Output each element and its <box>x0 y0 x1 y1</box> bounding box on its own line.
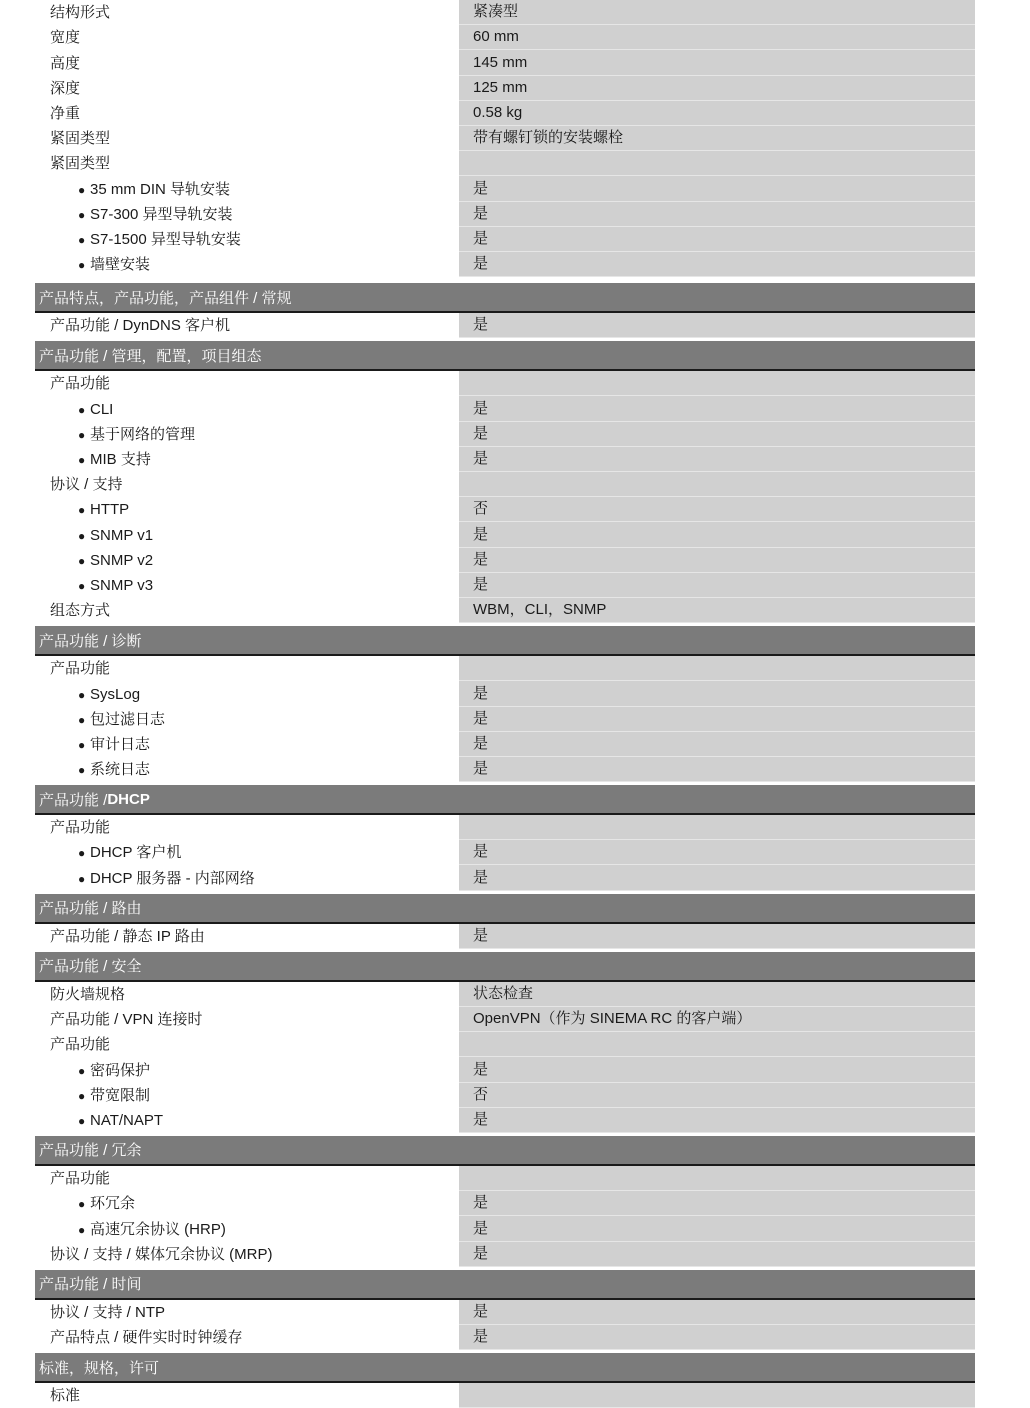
spec-label-text: 密码保护 <box>90 1061 151 1079</box>
spec-label-text: SNMP v1 <box>90 526 154 544</box>
section-title: 产品功能 / 冗余 <box>39 1142 142 1160</box>
spec-row <box>35 598 975 623</box>
bullet-icon: ● <box>78 737 86 752</box>
spec-label-text: 包过滤日志 <box>90 710 166 728</box>
spec-label-text: 产品功能 <box>50 375 111 393</box>
spec-label <box>35 1086 459 1108</box>
spec-label <box>35 230 459 252</box>
spec-label <box>35 1010 459 1032</box>
bullet-icon: ● <box>78 258 86 273</box>
spec-value: 紧凑型 <box>459 0 975 25</box>
spec-label <box>35 927 459 949</box>
section-header <box>35 949 975 982</box>
bullet-icon: ● <box>78 1113 86 1128</box>
spec-row <box>35 202 975 227</box>
spec-row <box>35 396 975 421</box>
section-title-bold: DHCP <box>107 790 150 808</box>
bullet-icon: ● <box>78 1063 86 1078</box>
spec-row <box>35 371 975 396</box>
spec-label <box>35 735 459 757</box>
spec-value: 是 <box>459 1057 975 1082</box>
spec-row <box>35 1057 975 1082</box>
spec-value: 是 <box>459 252 975 277</box>
bullet-icon: ● <box>78 1222 86 1237</box>
spec-label-text: MIB 支持 <box>90 451 151 468</box>
spec-label <box>35 54 459 76</box>
spec-label <box>35 180 459 202</box>
spec-label-text: 紧固类型 <box>50 155 111 173</box>
spec-row <box>35 1325 975 1350</box>
spec-label <box>35 869 459 891</box>
spec-label <box>35 1194 459 1216</box>
spec-row <box>35 0 975 25</box>
spec-row <box>35 422 975 447</box>
spec-row <box>35 1242 975 1267</box>
spec-value: 是 <box>459 1325 975 1350</box>
spec-row <box>35 227 975 252</box>
spec-row <box>35 1216 975 1241</box>
spec-label-text: 紧固类型 <box>50 130 111 148</box>
spec-row <box>35 76 975 101</box>
spec-label-text: 高速冗余协议 (HRP) <box>90 1220 226 1238</box>
spec-row <box>35 1166 975 1191</box>
spec-value <box>459 815 975 840</box>
spec-label-text: 产品功能 <box>50 819 111 837</box>
section-title: 产品功能 / 路由 <box>39 900 142 918</box>
spec-label <box>35 205 459 227</box>
bullet-icon: ● <box>78 453 86 467</box>
spec-label-text: NAT/NAPT <box>90 1111 164 1129</box>
spec-label-text: SNMP v2 <box>90 551 154 569</box>
spec-row <box>35 1300 975 1325</box>
spec-row <box>35 447 975 472</box>
spec-label-text: SNMP v3 <box>90 576 154 594</box>
spec-row <box>35 1032 975 1057</box>
spec-label <box>35 685 459 707</box>
spec-row <box>35 1007 975 1032</box>
section-title: 产品功能 / <box>39 791 108 809</box>
spec-value: 是 <box>459 865 975 890</box>
spec-row <box>35 176 975 201</box>
section-header <box>35 891 975 924</box>
bullet-icon: ● <box>78 207 86 222</box>
spec-label-text: 带宽限制 <box>90 1086 151 1104</box>
section-header <box>35 1350 975 1383</box>
spec-label-text: 标准 <box>50 1387 81 1405</box>
section-title: 产品功能 / 安全 <box>39 958 142 976</box>
spec-label <box>35 316 459 338</box>
spec-row <box>35 1108 975 1133</box>
bullet-icon: ● <box>78 871 86 886</box>
spec-value: 60 mm <box>459 25 975 50</box>
spec-label-text: 环冗余 <box>90 1195 136 1213</box>
spec-label <box>35 843 459 865</box>
spec-label-text: 产品功能 <box>50 1170 111 1188</box>
spec-value: 是 <box>459 522 975 547</box>
spec-label <box>35 425 459 447</box>
spec-value: 是 <box>459 1300 975 1325</box>
spec-value <box>459 371 975 396</box>
spec-value: 是 <box>459 840 975 865</box>
spec-row <box>35 522 975 547</box>
spec-label <box>35 104 459 126</box>
section-title: 产品功能 / 管理，配置，项目组态 <box>39 347 262 365</box>
spec-label-text: CLI <box>90 400 114 418</box>
spec-value: OpenVPN（作为 SINEMA RC 的客户端） <box>459 1007 975 1032</box>
spec-label-text: 协议 / 支持 / NTP <box>50 1303 166 1321</box>
spec-label <box>35 601 459 623</box>
spec-row <box>35 656 975 681</box>
section-title: 产品特点，产品功能，产品组件 / 常规 <box>39 289 292 307</box>
spec-value: 是 <box>459 422 975 447</box>
bullet-icon: ● <box>78 232 86 247</box>
spec-row <box>35 1083 975 1108</box>
spec-label <box>35 551 459 573</box>
spec-value: 是 <box>459 548 975 573</box>
section-title: 产品功能 / 诊断 <box>39 632 142 650</box>
spec-label-text: 35 mm DIN 导轨安装 <box>90 180 231 198</box>
spec-row <box>35 126 975 151</box>
spec-value: 是 <box>459 1242 975 1267</box>
bullet-icon: ● <box>78 687 86 702</box>
spec-row <box>35 50 975 75</box>
spec-label-text: 协议 / 支持 <box>50 476 123 494</box>
bullet-icon: ● <box>78 553 86 568</box>
spec-label <box>35 1245 459 1267</box>
spec-row <box>35 101 975 126</box>
bullet-icon: ● <box>78 528 86 543</box>
spec-label <box>35 818 459 840</box>
spec-label <box>35 255 459 277</box>
spec-label-text: 产品功能 / VPN 连接时 <box>50 1011 203 1029</box>
spec-label-text: 产品特点 / 硬件实时时钟缓存 <box>50 1329 243 1347</box>
spec-label <box>35 500 459 522</box>
spec-label <box>35 576 459 598</box>
spec-label <box>35 1169 459 1191</box>
spec-label-text: S7-300 异型导轨安装 <box>90 205 233 223</box>
spec-label-text: 产品功能 / 静态 IP 路由 <box>50 927 205 945</box>
spec-value: 是 <box>459 396 975 421</box>
spec-label <box>35 374 459 396</box>
spec-row <box>35 924 975 949</box>
spec-row <box>35 681 975 706</box>
spec-label-text: 组态方式 <box>50 602 111 620</box>
spec-value: 状态检查 <box>459 982 975 1007</box>
spec-value: WBM，CLI，SNMP <box>459 598 975 623</box>
spec-value: 是 <box>459 1216 975 1241</box>
spec-value: 是 <box>459 707 975 732</box>
bullet-icon: ● <box>78 503 86 518</box>
spec-label-text: 产品功能 <box>50 660 111 678</box>
spec-label-text: 墙壁安装 <box>90 256 151 274</box>
spec-value: 带有螺钉锁的安装螺栓 <box>459 126 975 151</box>
spec-value: 否 <box>459 1083 975 1108</box>
spec-value: 是 <box>459 573 975 598</box>
bullet-icon: ● <box>78 1088 86 1103</box>
spec-value <box>459 1032 975 1057</box>
spec-label <box>35 1111 459 1133</box>
spec-row <box>35 151 975 176</box>
spec-value: 是 <box>459 447 975 472</box>
spec-label <box>35 400 459 422</box>
spec-row <box>35 815 975 840</box>
spec-label-text: 深度 <box>50 79 81 97</box>
spec-value: 是 <box>459 1108 975 1133</box>
spec-value: 125 mm <box>459 76 975 101</box>
spec-value: 0.58 kg <box>459 101 975 126</box>
spec-value: 是 <box>459 313 975 338</box>
spec-label-text: 系统日志 <box>90 761 151 779</box>
spec-label-text: 协议 / 支持 / 媒体冗余协议 (MRP) <box>50 1245 273 1263</box>
spec-value: 是 <box>459 227 975 252</box>
spec-label <box>35 28 459 50</box>
spec-label <box>35 1061 459 1083</box>
spec-value <box>459 1383 975 1408</box>
section-header <box>35 623 975 656</box>
spec-label-text: DHCP 服务器 - 内部网络 <box>90 869 255 887</box>
spec-label <box>35 710 459 732</box>
spec-label <box>35 3 459 25</box>
spec-value: 是 <box>459 732 975 757</box>
spec-label <box>35 985 459 1007</box>
spec-row <box>35 1383 975 1408</box>
spec-row <box>35 840 975 865</box>
spec-row <box>35 25 975 50</box>
spec-value: 是 <box>459 681 975 706</box>
spec-row <box>35 313 975 338</box>
spec-label <box>35 154 459 176</box>
spec-label-text: 高度 <box>50 54 81 72</box>
spec-label-text: 产品功能 / DynDNS 客户机 <box>50 317 231 335</box>
spec-row <box>35 1191 975 1216</box>
spec-row <box>35 252 975 277</box>
spec-label-text: 基于网络的管理 <box>90 425 196 443</box>
spec-value: 是 <box>459 924 975 949</box>
spec-row <box>35 757 975 782</box>
spec-label-text: 产品功能 <box>50 1036 111 1054</box>
spec-value: 是 <box>459 202 975 227</box>
spec-label <box>35 1220 459 1242</box>
spec-row <box>35 548 975 573</box>
section-header <box>35 782 975 815</box>
section-header <box>35 1267 975 1300</box>
spec-row <box>35 982 975 1007</box>
spec-label-text: 宽度 <box>50 29 81 47</box>
spec-label-text: DHCP 客户机 <box>90 844 182 862</box>
spec-value: 否 <box>459 497 975 522</box>
spec-value: 145 mm <box>459 50 975 75</box>
spec-label <box>35 79 459 101</box>
spec-label <box>35 1328 459 1350</box>
spec-value <box>459 1166 975 1191</box>
spec-label <box>35 1035 459 1057</box>
bullet-icon: ● <box>78 578 86 593</box>
spec-label <box>35 659 459 681</box>
section-title: 标准，规格，许可 <box>39 1359 160 1377</box>
section-header <box>35 338 975 371</box>
section-title: 产品功能 / 时间 <box>39 1276 142 1294</box>
spec-label <box>35 1303 459 1325</box>
spec-label-text: 防火墙规格 <box>50 986 126 1003</box>
spec-table <box>35 0 975 1408</box>
spec-row <box>35 865 975 890</box>
spec-row <box>35 472 975 497</box>
spec-label <box>35 526 459 548</box>
bullet-icon: ● <box>78 846 86 861</box>
spec-value: 是 <box>459 176 975 201</box>
bullet-icon: ● <box>78 763 86 778</box>
spec-row <box>35 573 975 598</box>
spec-label-text: SysLog <box>90 685 141 703</box>
bullet-icon: ● <box>78 402 86 417</box>
spec-value <box>459 472 975 497</box>
section-header <box>35 1133 975 1166</box>
bullet-icon: ● <box>78 712 86 727</box>
spec-label-text: 结构形式 <box>50 4 111 22</box>
spec-row <box>35 732 975 757</box>
bullet-icon: ● <box>78 427 86 442</box>
spec-label-text: HTTP <box>90 501 130 519</box>
spec-row <box>35 707 975 732</box>
spec-label <box>35 129 459 151</box>
section-header <box>35 280 975 313</box>
bullet-icon: ● <box>78 182 86 197</box>
spec-label-text: S7-1500 异型导轨安装 <box>90 230 241 248</box>
spec-row <box>35 497 975 522</box>
spec-value <box>459 151 975 176</box>
spec-label <box>35 475 459 497</box>
spec-label <box>35 450 459 472</box>
spec-value: 是 <box>459 757 975 782</box>
spec-value: 是 <box>459 1191 975 1216</box>
bullet-icon: ● <box>78 1197 86 1212</box>
spec-value <box>459 656 975 681</box>
spec-label <box>35 760 459 782</box>
spec-label-text: 审计日志 <box>90 735 151 753</box>
spec-label-text: 净重 <box>50 104 81 122</box>
